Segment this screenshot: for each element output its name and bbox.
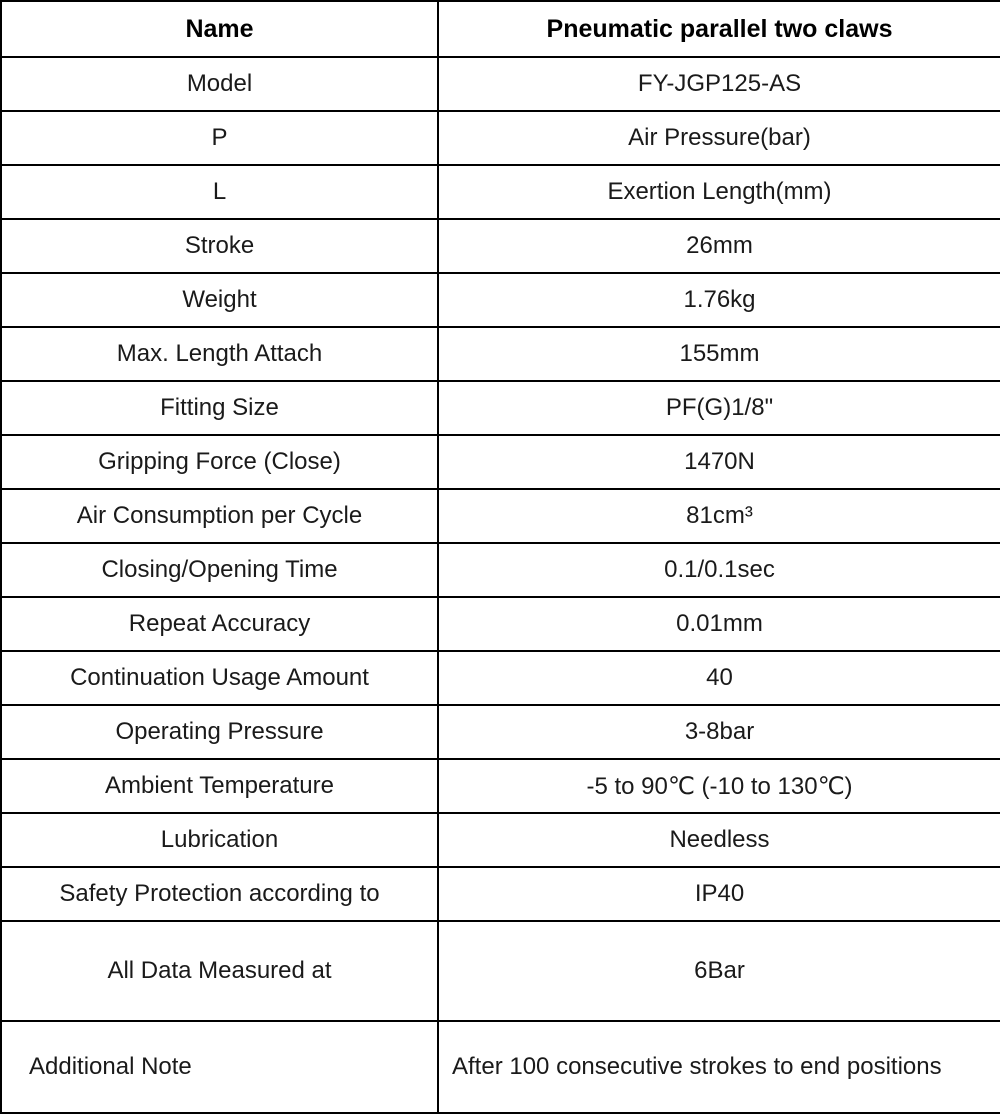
row-value: 0.1/0.1sec	[438, 543, 1000, 597]
row-label: Stroke	[1, 219, 438, 273]
table-row	[1, 57, 1000, 111]
row-label: Operating Pressure	[1, 705, 438, 759]
table-row	[1, 921, 1000, 1021]
row-value: 81cm³	[438, 489, 1000, 543]
table-row	[1, 165, 1000, 219]
row-value: PF(G)1/8"	[438, 381, 1000, 435]
row-value: Air Pressure(bar)	[438, 111, 1000, 165]
row-value: 40	[438, 651, 1000, 705]
row-value: After 100 consecutive strokes to end positions	[438, 1021, 1000, 1113]
row-label: Repeat Accuracy	[1, 597, 438, 651]
table-row	[1, 705, 1000, 759]
row-value: 0.01mm	[438, 597, 1000, 651]
row-label: Air Consumption per Cycle	[1, 489, 438, 543]
row-label: Fitting Size	[1, 381, 438, 435]
row-value: Exertion Length(mm)	[438, 165, 1000, 219]
row-label: Safety Protection according to	[1, 867, 438, 921]
row-value: 26mm	[438, 219, 1000, 273]
row-label: L	[1, 165, 438, 219]
row-label: Ambient Temperature	[1, 759, 438, 813]
table-row	[1, 381, 1000, 435]
row-label: Closing/Opening Time	[1, 543, 438, 597]
row-value: 155mm	[438, 327, 1000, 381]
table-row	[1, 543, 1000, 597]
table-row	[1, 489, 1000, 543]
table-row	[1, 651, 1000, 705]
table-header-row	[1, 1, 1000, 57]
row-value: Needless	[438, 813, 1000, 867]
row-value: FY-JGP125-AS	[438, 57, 1000, 111]
row-value: 3-8bar	[438, 705, 1000, 759]
table-row	[1, 435, 1000, 489]
table-row	[1, 111, 1000, 165]
row-value: IP40	[438, 867, 1000, 921]
table-row	[1, 1021, 1000, 1113]
row-label: All Data Measured at	[1, 921, 438, 1021]
row-label: Additional Note	[1, 1021, 438, 1113]
row-label: Lubrication	[1, 813, 438, 867]
row-value: 1.76kg	[438, 273, 1000, 327]
table-row	[1, 867, 1000, 921]
table-row	[1, 813, 1000, 867]
row-label: Max. Length Attach	[1, 327, 438, 381]
row-label: Model	[1, 57, 438, 111]
table-row	[1, 327, 1000, 381]
table-row	[1, 273, 1000, 327]
header-product-cell: Pneumatic parallel two claws	[438, 1, 1000, 57]
row-value: 1470N	[438, 435, 1000, 489]
table-row	[1, 597, 1000, 651]
row-label: Gripping Force (Close)	[1, 435, 438, 489]
row-label: P	[1, 111, 438, 165]
row-value: -5 to 90℃ (-10 to 130℃)	[438, 759, 1000, 813]
row-value: 6Bar	[438, 921, 1000, 1021]
row-label: Weight	[1, 273, 438, 327]
row-label: Continuation Usage Amount	[1, 651, 438, 705]
table-row	[1, 219, 1000, 273]
header-name-cell: Name	[1, 1, 438, 57]
table-row	[1, 759, 1000, 813]
